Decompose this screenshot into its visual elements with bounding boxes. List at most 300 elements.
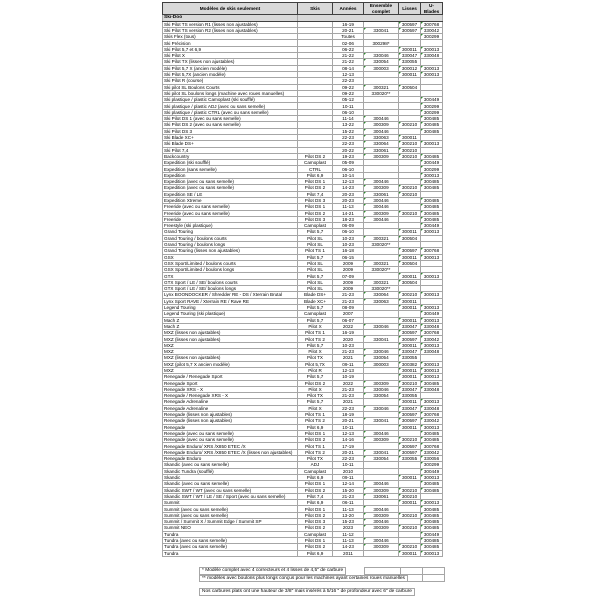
skis-cell: Pilot DS 2 bbox=[298, 185, 333, 191]
model-cell: Skis Flex (tous) bbox=[163, 34, 298, 40]
model-cell: Summit (avec ou sans semelle) bbox=[163, 506, 298, 512]
model-cell: GSX bbox=[163, 254, 298, 260]
lisses-cell: 330047 bbox=[399, 323, 421, 329]
section-filler bbox=[298, 15, 443, 22]
years-cell: 02-06 bbox=[333, 40, 364, 46]
complete-set-cell: 300446 bbox=[364, 116, 399, 122]
years-cell: 2021 bbox=[333, 355, 364, 361]
skis-cell: Pilot 5,7 bbox=[298, 254, 333, 260]
years-cell: 10-14 bbox=[333, 172, 364, 178]
lisses-cell: 300504 bbox=[399, 84, 421, 90]
model-cell: Skandic SWT / WT / LE / SE / Sport (avec ou sans semelle) bbox=[163, 493, 298, 499]
complete-set-cell: 300309 bbox=[364, 437, 399, 443]
lisses-cell: 330047 bbox=[399, 386, 421, 392]
model-cell: Freeride (avec ou sans semelle) bbox=[163, 204, 298, 210]
ublades-cell: 300013 bbox=[421, 65, 443, 71]
complete-set-cell: 300446 bbox=[364, 537, 399, 543]
lisses-cell: 330047 bbox=[399, 53, 421, 59]
years-cell: 06-11 bbox=[333, 500, 364, 506]
complete-set-cell: 330061 bbox=[364, 147, 399, 153]
complete-set-cell: 330020** bbox=[364, 286, 399, 292]
model-cell: GTX Sport / LE / SE/ boulons longs bbox=[163, 286, 298, 292]
ublades-cell: 330048 bbox=[421, 53, 443, 59]
complete-set-cell: 300446 bbox=[364, 197, 399, 203]
complete-set-cell: 300309 bbox=[364, 210, 399, 216]
skis-cell: Pilot TX bbox=[298, 393, 333, 399]
skis-cell: Pilot 6,9 bbox=[298, 500, 333, 506]
skis-cell: Pilot 5,7 bbox=[298, 273, 333, 279]
model-cell: Ski Pilot X bbox=[163, 53, 298, 59]
complete-set-cell: 300298* bbox=[364, 40, 399, 46]
header-row bbox=[163, 3, 443, 15]
model-cell: Renegade (lisses non ajustables) bbox=[163, 418, 298, 424]
complete-set-cell: 330054 bbox=[364, 393, 399, 399]
years-cell: 11-14 bbox=[333, 116, 364, 122]
ublades-cell: 300013 bbox=[421, 500, 443, 506]
model-cell: GTX Sport / LE / SE/ boulons courts bbox=[163, 279, 298, 285]
model-cell: Grand Touring bbox=[163, 229, 298, 235]
skis-cell: Pilot 6,9 bbox=[298, 424, 333, 430]
model-cell: Ski Pilot 7,4 bbox=[163, 147, 298, 153]
model-cell: Ski Pilot DS 2 (avec ou sans semelle) bbox=[163, 122, 298, 128]
model-cell: MXZ bbox=[163, 342, 298, 348]
model-cell: Ski Pilot 5,7 X (ancien modèle) bbox=[163, 65, 298, 71]
years-cell: 10-19 bbox=[333, 374, 364, 380]
model-cell: Skandic bbox=[163, 474, 298, 480]
model-cell: Mach Z bbox=[163, 323, 298, 329]
complete-set-cell: 300321 bbox=[364, 235, 399, 241]
skis-cell: Pilot TS 2 bbox=[298, 418, 333, 424]
skis-cell: Pilot TS 2 bbox=[298, 449, 333, 455]
model-cell: MXZ bbox=[163, 349, 298, 355]
model-cell: Ski Pilot 5,7X (ancien modèle) bbox=[163, 71, 298, 77]
skis-cell: Pilot DS 3 bbox=[298, 216, 333, 222]
lisses-cell: 300012 bbox=[399, 65, 421, 71]
years-cell: 12-13 bbox=[333, 71, 364, 77]
complete-set-cell: 300309 bbox=[364, 525, 399, 531]
section-row-skidoo bbox=[163, 15, 443, 22]
ublades-cell: 330042 bbox=[421, 418, 443, 424]
lisses-cell: 300504 bbox=[399, 260, 421, 266]
model-cell: Ski Blade DS+ bbox=[163, 141, 298, 147]
col-header-complete-set: Ensemble complet bbox=[364, 3, 399, 15]
ublades-cell: 300768 bbox=[421, 248, 443, 254]
years-cell: 18-23 bbox=[333, 216, 364, 222]
skis-cell: ADJ bbox=[298, 462, 333, 468]
lisses-cell: 330055 bbox=[399, 456, 421, 462]
ublades-cell: 300485 bbox=[421, 525, 443, 531]
complete-set-cell: 330063 bbox=[364, 134, 399, 140]
years-cell: 08-09 bbox=[333, 304, 364, 310]
years-cell: 10-11 bbox=[333, 462, 364, 468]
ublades-cell: 300485 bbox=[421, 210, 443, 216]
skis-cell: Pilot SL bbox=[298, 279, 333, 285]
years-cell: 05-09 bbox=[333, 160, 364, 166]
model-cell: Skandic SWT / WT (avec ou sans semelle) bbox=[163, 487, 298, 493]
model-cell: GSX Sport/Limited / boulons courts bbox=[163, 260, 298, 266]
years-cell: 2009 bbox=[333, 279, 364, 285]
years-cell: 20-21 bbox=[333, 449, 364, 455]
ublades-cell: 300768 bbox=[421, 21, 443, 27]
years-cell: 11-13 bbox=[333, 506, 364, 512]
model-cell: Ski Pilot R (course) bbox=[163, 78, 298, 84]
years-cell: 09-11 bbox=[333, 361, 364, 367]
lisses-cell: 330047 bbox=[399, 405, 421, 411]
years-cell: 09-22 bbox=[333, 90, 364, 96]
empty-grid-cell bbox=[423, 574, 445, 581]
years-cell: 20-23 bbox=[333, 191, 364, 197]
years-cell: 2023 bbox=[333, 525, 364, 531]
years-cell: 21-23 bbox=[333, 292, 364, 298]
years-cell: 06-22 bbox=[333, 46, 364, 52]
ublades-cell: 300299 bbox=[421, 166, 443, 172]
lisses-cell: 300210 bbox=[399, 147, 421, 153]
ublades-cell: 300768 bbox=[421, 412, 443, 418]
skis-cell: Camoplast bbox=[298, 160, 333, 166]
years-cell: 2022 bbox=[333, 323, 364, 329]
model-cell: Mach Z bbox=[163, 317, 298, 323]
years-cell: 14-23 bbox=[333, 544, 364, 550]
model-cell: Grand Touring (lisses non ajustables) bbox=[163, 248, 298, 254]
skis-cell: Pilot 5,7 bbox=[298, 229, 333, 235]
lisses-cell: 300210 bbox=[399, 487, 421, 493]
years-cell: 10-11 bbox=[333, 103, 364, 109]
lisses-cell: 300504 bbox=[399, 279, 421, 285]
skis-cell: Pilot X bbox=[298, 323, 333, 329]
ublades-cell: 330042 bbox=[421, 449, 443, 455]
lisses-cell: 330055 bbox=[399, 59, 421, 65]
model-cell: Ski Pilot TX (lisses non ajustables) bbox=[163, 59, 298, 65]
ublades-cell: 300768 bbox=[421, 330, 443, 336]
ublades-cell: 300013 bbox=[421, 399, 443, 405]
model-cell: Tundra (avec ou sans semelle) bbox=[163, 544, 298, 550]
model-cell: Renegade Enduro bbox=[163, 456, 298, 462]
footnote-complete-set: * Modèle complet avec 4 correcteurs et 4 lisses de 4,5" de carbure bbox=[199, 567, 346, 575]
years-cell: 2020 bbox=[333, 336, 364, 342]
complete-set-cell: 330041 bbox=[364, 449, 399, 455]
ublades-cell: 330048 bbox=[421, 349, 443, 355]
model-cell: Expedition (ski soufflé) bbox=[163, 160, 298, 166]
lisses-cell: 300597 bbox=[399, 418, 421, 424]
years-cell: 14-21 bbox=[333, 210, 364, 216]
ublades-cell: 330056 bbox=[421, 456, 443, 462]
skis-cell: Pilot X bbox=[298, 405, 333, 411]
model-cell: Ski pilot SL Boulons Courts bbox=[163, 84, 298, 90]
ublades-cell: 300485 bbox=[421, 179, 443, 185]
lisses-cell: 300011 bbox=[399, 71, 421, 77]
skis-cell: Pilot 5,7X bbox=[298, 361, 333, 367]
ublades-cell: 300485 bbox=[421, 437, 443, 443]
years-cell: 2010 bbox=[333, 468, 364, 474]
model-cell: Renegade (lisses non ajustables) bbox=[163, 412, 298, 418]
ublades-cell: 300449 bbox=[421, 311, 443, 317]
ublades-cell: 330048 bbox=[421, 386, 443, 392]
complete-set-cell: 300309 bbox=[364, 185, 399, 191]
complete-set-cell: 300446 bbox=[364, 128, 399, 134]
ublades-cell: 300013 bbox=[421, 304, 443, 310]
model-cell: Renegade (avec ou sans semelle) bbox=[163, 430, 298, 436]
ublades-cell: 300013 bbox=[421, 317, 443, 323]
lisses-cell: 300011 bbox=[399, 474, 421, 480]
years-cell: 06-09 bbox=[333, 223, 364, 229]
ublades-cell: 300485 bbox=[421, 512, 443, 518]
skis-cell: Pilot DS 2 bbox=[298, 525, 333, 531]
years-cell: 06-10 bbox=[333, 109, 364, 115]
complete-set-cell: 330064 bbox=[364, 292, 399, 298]
skis-cell: Pilot DS 1 bbox=[298, 537, 333, 543]
model-cell: Ski Pilot 5,7 et 6,9 bbox=[163, 46, 298, 52]
model-cell: Renegade Enduro/ XRS /X850 ETEC /X bbox=[163, 443, 298, 449]
years-cell: 10-23 bbox=[333, 342, 364, 348]
complete-set-cell: 300446 bbox=[364, 204, 399, 210]
skis-cell: Pilot DS 2 bbox=[298, 437, 333, 443]
skis-cell: Camoplast bbox=[298, 531, 333, 537]
skis-cell: Pilot DS 2 bbox=[298, 153, 333, 159]
model-cell: Expedition bbox=[163, 172, 298, 178]
model-cell: Grand Touring / boulons courts bbox=[163, 235, 298, 241]
ublades-cell: 300013 bbox=[421, 424, 443, 430]
years-cell: 21-22 bbox=[333, 59, 364, 65]
years-cell: 05-12 bbox=[333, 97, 364, 103]
lisses-cell: 300210 bbox=[399, 493, 421, 499]
years-cell: 19-23 bbox=[333, 153, 364, 159]
ublades-cell: 300013 bbox=[421, 374, 443, 380]
skis-cell: Pilot TS 1 bbox=[298, 443, 333, 449]
years-cell: 11-13 bbox=[333, 204, 364, 210]
model-cell: Freeride (avec ou sans semelle) bbox=[163, 210, 298, 216]
lisses-cell: 330055 bbox=[399, 393, 421, 399]
skis-cell: Pilot TS 2 bbox=[298, 336, 333, 342]
complete-set-cell: 300309 bbox=[364, 380, 399, 386]
lisses-cell: 300210 bbox=[399, 544, 421, 550]
lisses-cell: 300011 bbox=[399, 342, 421, 348]
ublades-cell: 300485 bbox=[421, 487, 443, 493]
ublades-cell: 300485 bbox=[421, 430, 443, 436]
skis-cell: Pilot TS 1 bbox=[298, 330, 333, 336]
lisses-cell: 300011 bbox=[399, 550, 421, 556]
years-cell: 12-13 bbox=[333, 367, 364, 373]
model-cell: Skandic (avec ou sans semelle) bbox=[163, 462, 298, 468]
model-cell: Ski Pilot TS version R2 (lisses non ajustables) bbox=[163, 27, 298, 33]
years-cell: 07-09 bbox=[333, 273, 364, 279]
years-cell: 22-23 bbox=[333, 456, 364, 462]
model-cell: Summit (avec ou sans semelle) bbox=[163, 512, 298, 518]
years-cell: 11-13 bbox=[333, 537, 364, 543]
model-cell: Renegade (avec ou sans semelle) bbox=[163, 437, 298, 443]
lisses-cell: 330047 bbox=[399, 349, 421, 355]
years-cell: 12-13 bbox=[333, 430, 364, 436]
col-header-years: Années bbox=[333, 3, 364, 15]
complete-set-cell: 330063 bbox=[364, 298, 399, 304]
model-cell: Ski Blade XC+ bbox=[163, 134, 298, 140]
years-cell: 20-23 bbox=[333, 197, 364, 203]
ublades-cell: 300449 bbox=[421, 160, 443, 166]
years-cell: 13-22 bbox=[333, 122, 364, 128]
years-cell: 14-16 bbox=[333, 437, 364, 443]
model-cell: Renegade / Renegade Sport bbox=[163, 374, 298, 380]
model-cell: Legend Touring bbox=[163, 304, 298, 310]
skis-cell: Blade DS+ bbox=[298, 292, 333, 298]
lisses-cell: 300210 bbox=[399, 191, 421, 197]
complete-set-cell: 300003 bbox=[364, 65, 399, 71]
lisses-cell: 300504 bbox=[399, 235, 421, 241]
ublades-cell: 300013 bbox=[421, 550, 443, 556]
model-cell: MXZ (lisses non ajustables) bbox=[163, 355, 298, 361]
col-header-lisses: Lisses bbox=[399, 3, 421, 15]
skis-cell: Pilot TS 1 bbox=[298, 412, 333, 418]
skis-cell: Pilot 5,7 bbox=[298, 399, 333, 405]
skis-cell: Pilot DS 1 bbox=[298, 204, 333, 210]
model-cell: Renegade Sport bbox=[163, 380, 298, 386]
years-cell: 21-23 bbox=[333, 386, 364, 392]
complete-set-cell: 330054 bbox=[364, 456, 399, 462]
years-cell: 11-12 bbox=[333, 531, 364, 537]
complete-set-cell: 300446 bbox=[364, 481, 399, 487]
model-cell: GSX Sport/Limited / boulons longs bbox=[163, 267, 298, 273]
model-cell: MXZ bbox=[163, 367, 298, 373]
lisses-cell: 300011 bbox=[399, 298, 421, 304]
complete-set-cell: 330061 bbox=[364, 493, 399, 499]
lisses-cell: 300011 bbox=[399, 46, 421, 52]
model-cell: Backcountry bbox=[163, 153, 298, 159]
model-cell: Renegade bbox=[163, 424, 298, 430]
years-cell: 21-23 bbox=[333, 298, 364, 304]
years-cell: 14-23 bbox=[333, 185, 364, 191]
years-cell: 16-18 bbox=[333, 248, 364, 254]
ublades-cell: 300485 bbox=[421, 122, 443, 128]
lisses-cell: 300597 bbox=[399, 330, 421, 336]
complete-set-cell: 300446 bbox=[364, 506, 399, 512]
lisses-cell: 300011 bbox=[399, 374, 421, 380]
years-cell: 10-23 bbox=[333, 235, 364, 241]
skis-cell: Pilot DS 2 bbox=[298, 544, 333, 550]
years-cell: 21-22 bbox=[333, 53, 364, 59]
years-cell: 21-23 bbox=[333, 349, 364, 355]
model-cell: Grand Touring / boulons longs bbox=[163, 241, 298, 247]
lisses-cell: 300210 bbox=[399, 292, 421, 298]
skis-cell: Pilot DS 1 bbox=[298, 481, 333, 487]
model-cell: Lynx Sport RAVE / Xterrain RE / Rave RE bbox=[163, 298, 298, 304]
complete-set-cell: 330054 bbox=[364, 59, 399, 65]
skis-cell: Pilot 5,7 bbox=[298, 374, 333, 380]
skis-cell: Pilot TX bbox=[298, 456, 333, 462]
lisses-cell: 300011 bbox=[399, 273, 421, 279]
years-cell: 06-07 bbox=[333, 317, 364, 323]
complete-set-cell: 330041 bbox=[364, 27, 399, 33]
model-cell: MXZ (pilot 5,7 X ancien modèle) bbox=[163, 361, 298, 367]
ublades-cell: 300485 bbox=[421, 204, 443, 210]
lisses-cell: 300210 bbox=[399, 122, 421, 128]
years-cell: 21-23 bbox=[333, 393, 364, 399]
years-cell: 2009 bbox=[333, 286, 364, 292]
compatibility-sheet bbox=[162, 2, 443, 557]
complete-set-cell: 300321 bbox=[364, 260, 399, 266]
lisses-cell: 300011 bbox=[399, 229, 421, 235]
skis-cell: CTRL bbox=[298, 166, 333, 172]
years-cell: 22-23 bbox=[333, 78, 364, 84]
skis-cell: Pilot 7,4 bbox=[298, 191, 333, 197]
ublades-cell: 300299 bbox=[421, 103, 443, 109]
complete-set-cell: 300446 bbox=[364, 519, 399, 525]
ublades-cell: 300485 bbox=[421, 380, 443, 386]
skis-cell: Pilot DS 2 bbox=[298, 210, 333, 216]
ublades-cell: 300013 bbox=[421, 474, 443, 480]
skis-cell: Pilot DS 1 bbox=[298, 506, 333, 512]
skis-cell: Camoplast bbox=[298, 311, 333, 317]
model-cell: Ski plastique / plastic Camoplast (ski soufflé) bbox=[163, 97, 298, 103]
skis-cell: Blade XC+ bbox=[298, 298, 333, 304]
model-cell: Ski pilot SL boulons longs (machine avec roues manuelles) bbox=[163, 90, 298, 96]
model-cell: Tundra bbox=[163, 531, 298, 537]
years-cell: 10-23 bbox=[333, 241, 364, 247]
ublades-cell: 300013 bbox=[421, 71, 443, 77]
complete-set-cell: 330041 bbox=[364, 336, 399, 342]
years-cell: 21-23 bbox=[333, 493, 364, 499]
years-cell: 13-20 bbox=[333, 512, 364, 518]
table-row bbox=[163, 550, 443, 556]
empty-grid-cell bbox=[423, 568, 445, 575]
years-cell: 15-20 bbox=[333, 487, 364, 493]
model-cell: Expedition Xtreme bbox=[163, 197, 298, 203]
lisses-cell: 300597 bbox=[399, 27, 421, 33]
years-cell: 22-23 bbox=[333, 141, 364, 147]
ublades-cell: 300013 bbox=[421, 273, 443, 279]
complete-set-cell: 330020** bbox=[364, 90, 399, 96]
model-cell: Renegade XRS - X bbox=[163, 386, 298, 392]
lisses-cell: 300011 bbox=[399, 399, 421, 405]
lisses-cell: 300011 bbox=[399, 500, 421, 506]
ublades-cell: 330048 bbox=[421, 323, 443, 329]
years-cell: 15-22 bbox=[333, 128, 364, 134]
complete-set-cell: 300309 bbox=[364, 512, 399, 518]
skis-cell: Pilot DS 3 bbox=[298, 519, 333, 525]
skis-cell: Camoplast bbox=[298, 223, 333, 229]
lisses-cell: 300210 bbox=[399, 153, 421, 159]
col-header-skis: Skis bbox=[298, 3, 333, 15]
ublades-cell: 300485 bbox=[421, 519, 443, 525]
ublades-cell: 300013 bbox=[421, 342, 443, 348]
complete-set-cell: 330046 bbox=[364, 349, 399, 355]
ublades-cell: 300485 bbox=[421, 481, 443, 487]
ublades-cell: 300013 bbox=[421, 361, 443, 367]
ublades-cell: 300299 bbox=[421, 34, 443, 40]
skis-cell: Pilot SL bbox=[298, 286, 333, 292]
lisses-cell: 300011 bbox=[399, 304, 421, 310]
lisses-cell: 300597 bbox=[399, 412, 421, 418]
skis-cell: Pilot X bbox=[298, 349, 333, 355]
ublades-cell: 300768 bbox=[421, 443, 443, 449]
complete-set-cell: 300446 bbox=[364, 216, 399, 222]
model-cell: Ski Pilot DS 1 (avec ou sans semelle) bbox=[163, 116, 298, 122]
ublades-cell: 300449 bbox=[421, 223, 443, 229]
skis-cell: Pilot 5,7 bbox=[298, 304, 333, 310]
skis-cell: Pilot X bbox=[298, 386, 333, 392]
model-cell: Ski Précision bbox=[163, 40, 298, 46]
years-cell: 22-23 bbox=[333, 134, 364, 140]
model-cell: Skandic Tundra (soufflé) bbox=[163, 468, 298, 474]
skis-cell: Pilot DS 1 bbox=[298, 179, 333, 185]
skis-cell: Pilot 6,9 bbox=[298, 550, 333, 556]
complete-set-cell: 330064 bbox=[364, 141, 399, 147]
complete-set-cell: 330046 bbox=[364, 53, 399, 59]
ublades-cell: 300485 bbox=[421, 185, 443, 191]
years-cell: 20-21 bbox=[333, 418, 364, 424]
years-cell: 2007 bbox=[333, 311, 364, 317]
lisses-cell: 300210 bbox=[399, 437, 421, 443]
ublades-cell: 330042 bbox=[421, 336, 443, 342]
lisses-cell: 300210 bbox=[399, 210, 421, 216]
model-cell: Freestyle (ski plastique) bbox=[163, 223, 298, 229]
